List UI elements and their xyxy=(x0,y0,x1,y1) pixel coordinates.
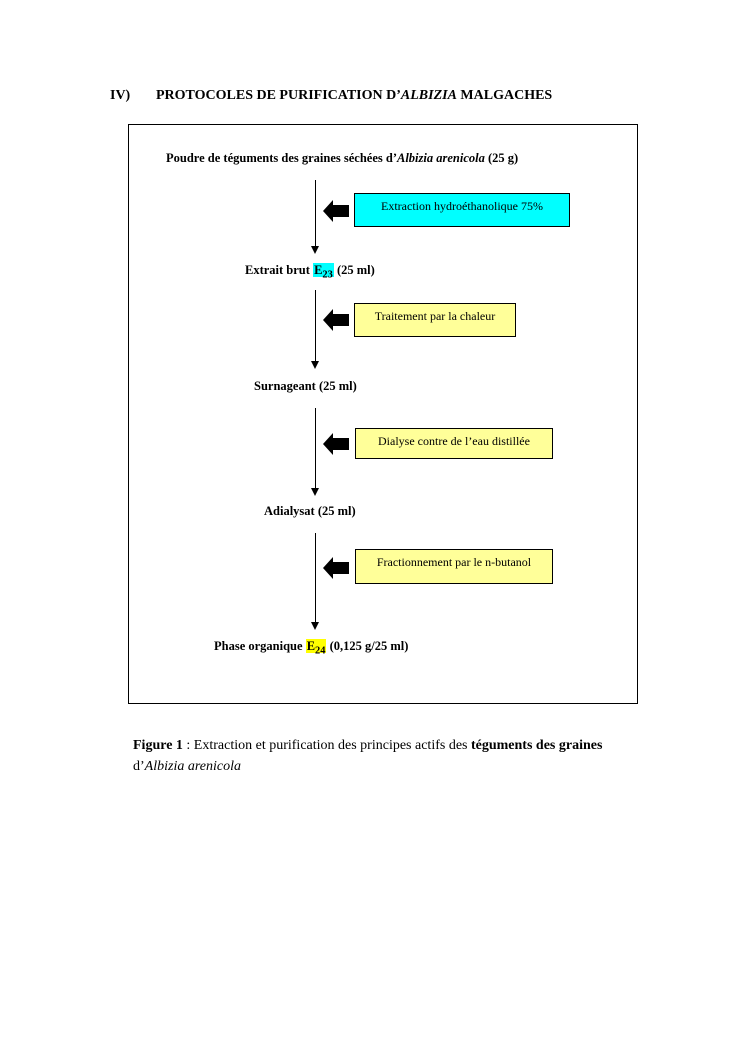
caption-text: Extraction et purification des principes actifs des xyxy=(193,738,471,753)
caption-species: Albizia arenicola xyxy=(144,759,241,774)
flow-arrowhead-3 xyxy=(311,488,319,496)
code-e23-sub: 23 xyxy=(322,269,333,281)
section-number: IV) xyxy=(110,88,131,103)
node-surnageant-label: Surnageant (25 ml) xyxy=(254,379,357,393)
node-phase-quantity: (0,125 g/25 ml) xyxy=(326,639,409,653)
caption-bold: téguments des graines xyxy=(470,738,603,753)
flow-node-adialysat xyxy=(264,504,356,519)
node-extrait-volume: (25 ml) xyxy=(333,263,375,277)
flow-arrowhead-4 xyxy=(311,622,319,630)
code-e23-base: E xyxy=(314,263,323,277)
process-label-extraction: Extraction hydroéthanolique 75% xyxy=(381,199,543,213)
section-title-suffix: MALGACHES xyxy=(456,88,553,103)
caption-label: Figure 1 xyxy=(133,738,183,753)
node-phase-label: Phase organique xyxy=(214,639,306,653)
flow-arrowhead-2 xyxy=(311,361,319,369)
flow-line-2 xyxy=(315,290,316,362)
caption-line2-prefix: d’ xyxy=(133,759,145,774)
section-title-genus: ALBIZIA xyxy=(400,88,457,103)
code-e24-base: E xyxy=(306,639,316,653)
flow-node-surnageant xyxy=(254,379,357,394)
left-arrow-icon xyxy=(323,200,349,222)
process-box-extraction xyxy=(354,193,570,227)
process-box-dialyse xyxy=(355,428,553,459)
start-species: Albizia arenicola xyxy=(397,151,485,165)
start-suffix: (25 g) xyxy=(484,151,519,165)
process-box-butanol xyxy=(355,549,553,584)
start-prefix: Poudre de téguments des graines séchées d’ xyxy=(166,151,397,165)
code-e23 xyxy=(313,263,334,281)
process-label-chaleur: Traitement par la chaleur xyxy=(374,309,496,323)
flow-node-extrait-brut xyxy=(245,263,375,281)
flow-line-1 xyxy=(315,180,316,248)
process-box-chaleur xyxy=(354,303,516,337)
node-extrait-label: Extrait brut xyxy=(245,263,314,277)
left-arrow-icon xyxy=(323,557,349,579)
flow-start-node xyxy=(166,151,518,166)
caption-separator: : xyxy=(182,738,194,753)
node-adialysat-label: Adialysat (25 ml) xyxy=(264,504,356,518)
flow-arrowhead-1 xyxy=(311,246,319,254)
section-title-prefix: PROTOCOLES DE PURIFICATION D’ xyxy=(156,88,401,103)
flow-line-3 xyxy=(315,408,316,489)
process-label-dialyse: Dialyse contre de l’eau distillée xyxy=(378,434,530,448)
figure-caption xyxy=(133,735,656,777)
process-label-butanol: Fractionnement par le n-butanol xyxy=(376,555,532,569)
left-arrow-icon xyxy=(323,309,349,331)
flow-line-4 xyxy=(315,533,316,623)
flow-node-phase-organique xyxy=(214,639,408,657)
left-arrow-icon xyxy=(323,433,349,455)
code-e24-sub: 24 xyxy=(315,645,326,657)
section-heading xyxy=(110,88,552,104)
code-e24 xyxy=(306,639,327,657)
